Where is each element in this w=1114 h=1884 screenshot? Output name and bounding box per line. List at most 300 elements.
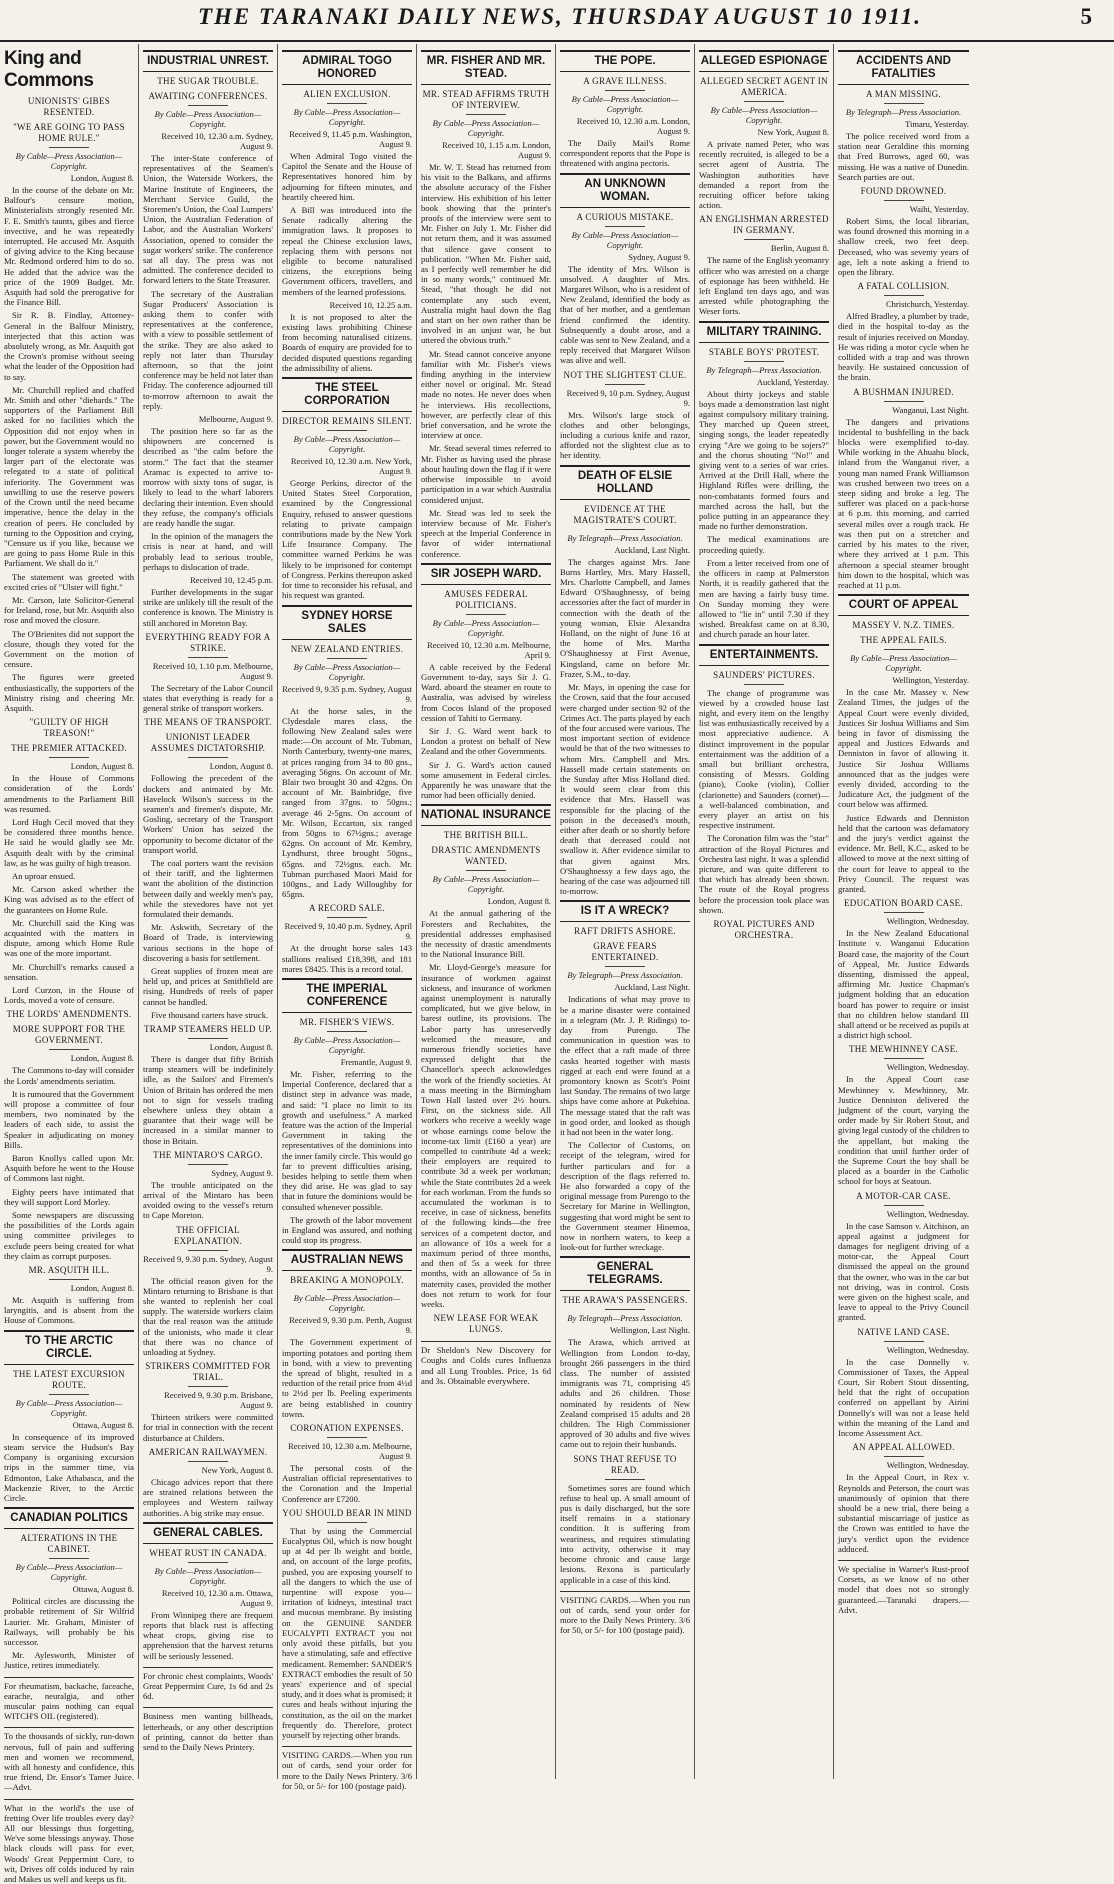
section-headline: AN UNKNOWN WOMAN.: [560, 173, 690, 208]
subheadline: STRIKERS COMMITTED FOR TRIAL.: [145, 1361, 271, 1383]
article-paragraph: A cable received by the Federal Government to-day, says Sir J. G. Ward. aboard the steamer en route to Australia, was advised by wireless from Cocos Island of the proposed cession of Tahiti to Germany.: [421, 661, 551, 723]
section-headline: SYDNEY HORSE SALES: [282, 605, 412, 640]
article-paragraph: In the Appeal Court case Mewhinney v. Mewhinney, Mr. Justice Denniston delivered the judgment of the court, varying the order made by Sir Robert Stout, and giving legal custody of the children to the appellant, but making the condition that until further order of the Supreme Court the boy shall be placed as a boarder in the Catholic school for boys at Seatoun.: [838, 1074, 969, 1187]
divider-rule: [327, 1289, 367, 1290]
article-paragraph: Sir J. G. Ward's action caused some amusement in Federal circles. Apparently he was unaware that the rumor had been officially denied.: [421, 759, 551, 801]
divider-rule: [327, 658, 367, 659]
dateline: Wellington, Yesterday.: [892, 675, 969, 686]
article-paragraph: In the opinion of the managers the crisis is near at hand, and will probably lead to serious trouble, perhaps to dislocation of trade.: [143, 531, 273, 572]
article-paragraph: Mr. Askwith, Secretary of the Board of Trade, is interviewing various sections in the hope of discovering a basis for settlement.: [143, 922, 273, 963]
dateline: Received 9, 9.30 p.m. Sydney, August 9.: [143, 1253, 273, 1274]
article-paragraph: Baron Knollys called upon Mr. Asquith before he went to the House of Commons last night.: [4, 1153, 134, 1184]
article-paragraph: In the case Samson v. Aitchison, an appeal against a judgment for damages for negligent driving of a motor-car, the Appeal Court dismissed the appeal on the ground that the owner, who was in the car but not driving, was in control. Costs were given on the highest scale, and leave to appeal to the Privy Council granted.: [838, 1220, 969, 1323]
article-paragraph: Mr. Lloyd-George's measure for insurance of workmen against sickness, and insurance of workmen against unemployment is naturally complicated, but we give below, in barest outline, its provisions. The Labor party has unreservedly welcomed the measure, and numerous friendly societies have expressed delight that the Chancellor's speech acknowledges the work of the friendly societies. At a mass meeting in the Birmingham Town Hall lasted over 2½ hours. First, on the sickness side. All workers who receive a weekly wage or whose earnings come below the income-tax limit (£160 a year) are compelled to contribute 4d a week; their employers are required to contribute 3d a week per workman; while the State contributes 2d a week for each workman. From the funds so accumulated the workman is to receive, in case of sickness, benefits of the following kinds—the free services of a competent doctor, and an allowance of 10s a week for a maximum period of three months, and then of 5s a week for three months, with an allowance of 5s in maternity cases, provided the mother does not return to work for four weeks.: [421, 962, 551, 1310]
dateline: Auckland, Last Night.: [614, 544, 690, 555]
dateline: Received 10, 12.30 a.m. Sydney, August 9.: [161, 131, 273, 151]
article-paragraph: From Winnipeg there are frequent reports that black rust is affecting wheat crops, giving rise to apprehension that the harvest returns will be seriously lessened.: [143, 1609, 273, 1661]
byline: By Cable—Press Association—Copyright.: [293, 434, 401, 455]
divider-rule: [49, 1394, 89, 1395]
subheadline: ROYAL PICTURES AND ORCHESTRA.: [713, 918, 815, 940]
subheadline: EVERYTHING READY FOR A STRIKE.: [145, 631, 271, 653]
dateline: Wellington, Wednesday.: [886, 1208, 969, 1219]
divider-rule: [188, 1562, 228, 1563]
section-headline: SIR JOSEPH WARD.: [421, 563, 551, 585]
article-paragraph: The identity of Mrs. Wilson is unsolved. A daughter of Mrs. Margaret Wilson, who is a resident of New Zealand, identified the body as that of her mother, and a gentleman friend confirmed the identity. Subsequently a doubt arose, and a cable was sent to New Zealand, and a reply received that Margaret Wilson was alive and well.: [560, 263, 690, 366]
article-paragraph: Alfred Bradley, a plumber by trade, died in the hospital to-day as the result of injuries received on Monday. He was riding a motor cycle when he collided with a trap and was thrown heavily. He sustained concussion of the brain.: [838, 311, 969, 383]
article-paragraph: Sir R. B. Findlay, Attorney-General in the Balfour Ministry, interjected that this action was absolutely wrong, as Mr. Asquith got the Crown's promise without seeing what the leader of the Opposition had to say.: [4, 310, 134, 382]
column-1: [0, 44, 139, 1884]
subheadline: A CURIOUS MISTAKE.: [576, 211, 674, 222]
section-headline: THE POPE.: [560, 50, 690, 72]
subheadline: WHEAT RUST IN CANADA.: [149, 1547, 267, 1558]
subheadline: UNIONISTS' GIBES RESENTED.: [27, 96, 111, 117]
lead-headline: King and Commons: [4, 48, 94, 91]
divider-rule: [884, 401, 924, 402]
byline: By Cable—Press Association—Copyright.: [154, 1565, 262, 1586]
dateline: Ottawa, August 8.: [72, 1419, 134, 1430]
subheadline: THE LATEST EXCURSION ROUTE.: [13, 1368, 125, 1390]
subheadline: CORONATION EXPENSES.: [290, 1423, 404, 1434]
article-paragraph: When Admiral Togo visited the Capitol the Senate and the House of Representatives honored him by adjourning for fifteen minutes, and heartily cheered him.: [282, 151, 412, 202]
article-paragraph: The Coronation film was the "star" attraction of the Royal Pictures and Orchestra last night. It was a splendid picture, and was quite different to that which has already been shown. The route of the Royal progress before the procession took place was shown.: [699, 833, 829, 915]
byline: By Cable—Press Association—Copyright.: [293, 1293, 401, 1314]
subheadline: GRAVE FEARS ENTERTAINED.: [591, 941, 659, 963]
subheadline: UNIONIST LEADER ASSUMES DICTATORSHIP.: [150, 732, 266, 754]
article-paragraph: The position here so far as the shipowners are concerned is described as "the calm before the storm." The fact that the steamer Aramac is expected to arrive to-morrow with sixty tons of sugar, is likely to lead to the wharf laborers declaring their intention. Even should they refuse, the company's officials are ready handle the sugar.: [143, 426, 273, 528]
article-paragraph: Thirteen strikers were committed for trial in connection with the recent disturbance at Childers.: [143, 1412, 273, 1443]
dateline: New York, August 8.: [757, 127, 829, 137]
subheadline: THE ARAWA'S PASSENGERS.: [562, 1295, 688, 1306]
divider-rule: [744, 361, 784, 362]
dateline: Received 9, 10.40 p.m. Sydney, April 9.: [284, 921, 412, 942]
subheadline: SONS THAT REFUSE TO READ.: [573, 1453, 677, 1475]
article-paragraph: Mr. Aylesworth, Minister of Justice, retires immediately.: [4, 1650, 134, 1671]
subheadline: A FATAL COLLISION.: [857, 281, 950, 292]
divider-rule: [188, 1386, 228, 1387]
article-paragraph: The Secretary of the Labor Council states that everything is ready for a general strike of transport workers.: [143, 682, 273, 714]
article-paragraph: At the drought horse sales 143 stallions realised £18,398, and 181 mares £8425. This is a record total.: [282, 943, 412, 974]
subheadline: THE MEWHINNEY CASE.: [848, 1044, 959, 1055]
dateline: Fremantle, August 9.: [340, 1056, 412, 1067]
section-headline: ENTERTAINMENTS.: [699, 644, 829, 666]
divider-rule: [188, 1038, 228, 1039]
divider-rule: [188, 757, 228, 758]
article-paragraph: George Perkins, director of the United States Steel Corporation, examined by the Congressional Enquiry, refused to answer questions relating to private campaign contributions made by the New York Life Insurance Company. The committee warned Perkins he was likely to be imprisoned for contempt of Congress. Perkins thereupon asked for time to reconsider his refusal, and his request was granted.: [282, 478, 412, 601]
dateline: New York, August 8.: [201, 1464, 273, 1475]
dateline: London, August 8.: [70, 761, 134, 772]
section-headline: TO THE ARCTIC CIRCLE.: [4, 1330, 134, 1365]
divider-rule: [884, 912, 924, 913]
byline: By Cable—Press Association—Copyright.: [432, 874, 540, 895]
article-paragraph: There is danger that fifty British tramp steamers will be indefinitely idle, as the Sailors' and Firemen's Union of Britain has ordered the men not to sign for vessels trading elsewhere unless they obtain a guarantee that their wage will be increased in a similar manner to those in Britain.: [143, 1054, 273, 1146]
divider-rule: [49, 1558, 89, 1559]
subheadline: NATIVE LAND CASE.: [857, 1326, 950, 1337]
divider-rule: [605, 226, 645, 227]
article-paragraph: Five thousand carters have struck.: [151, 1009, 269, 1020]
dateline: Wellington, Last Night.: [609, 1325, 690, 1336]
divider-rule: [884, 200, 924, 201]
subheadline: MR. STEAD AFFIRMS TRUTH OF INTERVIEW.: [422, 89, 550, 110]
article-paragraph: In the course of the debate on Mr. Balfour's censure motion, Ministerialists strongly resented Mr. F. E. Smith's taunts, gibes and fierce invective, and he was repeatedly interrupted. He accused Mr. Asquith of giving advice to the King because Mr. Redmond ordered him to do so. He added that the advice was the price of the 1909 Budget. Mr. Asquith had sold the prerogative for the Finance Bill.: [4, 185, 134, 308]
column-3: [278, 44, 417, 1791]
section-headline: INDUSTRIAL UNREST.: [143, 50, 273, 72]
byline: By Cable—Press Association—Copyright.: [15, 1562, 123, 1583]
article-paragraph: Lord Curzon, in the House of Lords, moved a vote of censure.: [4, 985, 134, 1006]
subheadline: MORE SUPPORT FOR THE GOVERNMENT.: [12, 1024, 126, 1046]
dateline: Received 10, 12.25 a.m.: [329, 299, 412, 310]
divider-rule: [605, 384, 645, 385]
byline: By Cable—Press Association—Copyright.: [571, 229, 679, 250]
article-paragraph: The Arawa, which arrived at Wellington from London to-day, brought 266 passengers in the third class. The number of assisted immigrants was 71, comprising 45 adults and 26 children. Those nominated by residents of New Zealand comprised 15 adults and 28 children. The High Commissioner approved of 30 adults and five wives came out to rejoin their husbands.: [560, 1337, 690, 1450]
article-paragraph: Mr. Stead was led to seek the interview because of Mr. Fisher's speech at the Imperial Conference in favor of wider international conference.: [421, 507, 551, 559]
article-paragraph: At the horse sales, in the Clydesdale mares class, the following New Zealand sales were made:—On account of Mr. Tubman, North Canterbury, twenty-one mares, at prices ranging from 34 to 80 gns., averaging 56gns. On account of Mr. Blair two brought 30 and 42gns. On account of Mr. Bainbridge, five ranged from 37gns. to 50gns.; average 46 2-5gns. On account of Mr. Wilson, Eccarton, six ranged from 50gns to 67½gns.; average 62gns. On account of Mr. Kembry, Lyndhurst, three brought 50gns., 65gns. and 72½gns. each. Mr. Tubman purchased Maori Maid for 100gns., and Lady Willoughby for 65gns.: [282, 705, 412, 900]
subheadline: THE LORDS' AMENDMENTS.: [6, 1009, 132, 1020]
article-paragraph: The Collector of Customs, on receipt of the telegram, wired for further particulars and for a description of the flags referred to. He also forwarded a copy of the original message from Purengo to the Secretary for Marine in Wellington, suggesting that word might be sent to the Government steamer Hinemoa, now in northern waters, to keep a look-out for further wreckage.: [560, 1140, 690, 1253]
subheadline: BREAKING A MONOPOLY.: [290, 1275, 404, 1286]
dateline: London, August 8.: [70, 173, 134, 183]
subheadline: AN APPEAL ALLOWED.: [852, 1442, 955, 1453]
article-paragraph: The Government experiment of importing potatoes and porting them in bond, with a view to preventing the spread of blight, resulted in a reduction of the retail price from 4½d to 2½d per lb. Peeling experiments are being established in country towns.: [282, 1337, 412, 1419]
dateline: Received 10, 12.45 p.m.: [190, 574, 273, 585]
dateline: Berlin, August 8.: [770, 243, 829, 254]
article-paragraph: The Commons to-day will consider the Lords' amendments seriatim.: [4, 1065, 134, 1086]
dateline: Received 9, 9.30 p.m. Perth, August 9.: [289, 1315, 412, 1336]
article-paragraph: Eighty peers have intimated that they will support Lord Morley.: [4, 1186, 134, 1207]
article-paragraph: Mr. Mays, in opening the case for the Crown, said that the four accused were charged under section 92 of the Crimes Act. The parts played by each of the four accused were various. The most important section of evidence would be that of the two witnesses to whom Mrs. Campbell and Mrs. Hassell made certain statements on the Sunday after Miss Holland died. It would seem clear from this evidence that Mrs. Hassell was responsible for the placing of the poison in the deceased's mouth, either after death or so shortly before death that deceased could not swallow it. After evidence similar to that given against Mrs. O'Shaughnessy a few days ago, the hearing of the case was adjourned till to-morrow.: [560, 682, 690, 897]
divider-rule: [327, 430, 367, 431]
byline: By Cable—Press Association—Copyright.: [293, 107, 401, 127]
section-headline: IS IT A WRECK?: [560, 900, 690, 922]
dateline: Received 9, 9.35 p.m. Sydney, August 9.: [282, 683, 412, 704]
divider-rule: [327, 1031, 367, 1032]
subheadline: AMERICAN RAILWAYMEN.: [148, 1446, 268, 1457]
article-paragraph: A Bill was introduced into the Senate radically altering the immigration laws. It proposes to repeal the Chinese exclusion laws, replacing them with persons not eligible to become naturalised citizens, the exceptions being Government officers, travellers, and members of the learned professions.: [282, 205, 412, 297]
section-headline: DEATH OF ELSIE HOLLAND: [560, 465, 690, 500]
article-paragraph: The charges against Mrs. Jane Burns Hartley, Mrs. Mary Hassell, Mrs. Charlotte Campbell, and James Edward O'Shaughnessy, of being accessories after the fact of murder in connection with the death of the young woman, Elsie Alexandra Holland, on the night of June 16 at the home of Mrs. Martha O'Shaughnessy at First Avenue, Kingsland, came on before Mr. Frazer, S.M., to-day.: [560, 556, 690, 679]
dateline: Sydney, August 9.: [211, 1167, 273, 1178]
subheadline: MASSEY V. N.Z. TIMES.: [852, 620, 955, 631]
dateline: Received 9, 10 p.m. Sydney, August 9.: [566, 387, 690, 408]
subheadline: THE BRITISH BILL.: [443, 830, 529, 841]
dateline: Received 10, 12.30 a.m. New York, August 9.: [290, 456, 412, 477]
divider-rule: [188, 1164, 228, 1165]
advertisement: We specialise in Warner's Rust-proof Corsets, as we know of no other model that does not so strongly guaranteed.—Taranaki drapers.—Advt.: [838, 1560, 969, 1615]
section-headline: THE STEEL CORPORATION: [282, 377, 412, 412]
article-paragraph: In the New Zealand Educational Institute v. Wanganui Education Board case, the majority of the Court of Appeal, Mr. Justice Edwards dissenting, dismissed the appeal, affirming Mr. Justice Chapman's judgment holding that an education board has power to require or insist that no children below standard III shall attend or be received as pupils at a district high school.: [838, 928, 970, 1041]
byline: By Telegraph—Press Association.: [567, 1313, 683, 1324]
divider-rule: [884, 1058, 924, 1059]
advertisement: To the thousands of sickly, run-down nervous, full of pain and suffering men and women we recommend, with all honesty and confidence, this true friend, Dr. Ensor's Tamer Juice.—Advt.: [4, 1727, 134, 1792]
dateline: Wellington, Wednesday.: [886, 916, 969, 927]
section-headline: COURT OF APPEAL: [838, 594, 969, 616]
dateline: Received 10, 1.15 a.m. London, August 9.: [442, 140, 551, 160]
article-paragraph: The medical examinations are proceeding quietly.: [699, 534, 829, 555]
section-headline: AUSTRALIAN NEWS: [282, 1249, 412, 1271]
byline: By Cable—Press Association—Copyright.: [432, 617, 540, 638]
masthead-title: THE TARANAKI DAILY NEWS, THURSDAY AUGUST 10 1911.: [197, 4, 922, 29]
subheadline: THE SUGAR TROUBLE.: [157, 76, 259, 86]
article-paragraph: The statement was greeted with excited cries of "Ulster will fight.": [4, 571, 134, 592]
advertisement: Dr Sheldon's New Discovery for Coughs and Colds cures Influenza and all Lung Troubles. Price, 1s 6d and 3s. Obtainable everywhere.: [421, 1341, 551, 1386]
dateline: Received 9, 11.45 p.m. Washington, August 9.: [289, 129, 412, 149]
article-paragraph: Mr. Asquith is suffering from laryngitis, and is absent from the House of Commons.: [4, 1295, 134, 1326]
byline: By Cable—Press Association—Copyright.: [154, 109, 262, 129]
dateline: Received 10, 12.30 a.m. London, August 9.: [576, 116, 690, 136]
divider-rule: [605, 1479, 645, 1480]
divider-rule: [49, 757, 89, 758]
article-paragraph: Mr. Churchill's remarks caused a sensation.: [4, 961, 134, 982]
byline: By Telegraph—Press Association.: [567, 532, 683, 543]
advertisement: For chronic chest complaints, Woods' Great Peppermint Cure, 1s 6d and 2s 6d.: [143, 1667, 273, 1702]
article-paragraph: Mr. Carson, late Solicitor-General for Ireland, rose, but Mr. Asquith also rose and moved the closure.: [4, 594, 134, 626]
subheadline: RAFT DRIFTS ASHORE.: [574, 926, 676, 937]
byline: By Cable—Press Association—Copyright.: [850, 653, 957, 674]
article-paragraph: Further developments in the sugar strike are unlikely till the result of the conference is known. The Ministry is still anchored in Moreton Bay.: [143, 586, 273, 628]
dateline: Sydney, August 9.: [628, 251, 690, 262]
subheadline: THE PREMIER ATTACKED.: [11, 743, 127, 754]
article-paragraph: The name of the English yeomanry officer who was arrested on a charge of espionage has been withheld. He left England ten days ago, and was arrested while photographing the Weser forts.: [699, 255, 829, 317]
article-paragraph: Mr. Churchill said the King was acquainted with the matters in dispute, among which Home Rule was one of the more important.: [4, 917, 134, 959]
section-headline: GENERAL TELEGRAMS.: [560, 1256, 690, 1291]
divider-rule: [884, 649, 924, 650]
subheadline: AMUSES FEDERAL POLITICIANS.: [444, 588, 528, 610]
article-paragraph: About thirty jockeys and stable boys made a demonstration last night against compulsory military training. They marched up Queen street, singing songs, the leader repeatedly crying "Are we going to be sojers?" and the chorus shouting "No!" and giving vent to a series of war cries. Arrived at the Drill Hall, where the Highland Rifles were drilling, the non-combatants formed fours and marched across the hall, but the police putting in an appearance they made no further demonstration.: [699, 388, 829, 532]
article-paragraph: An uproar ensued.: [12, 870, 76, 881]
advertisement: Business men wanting billheads, letterheads, or any other description of printing, cannot do better than send to the Daily News Printery.: [143, 1707, 273, 1752]
subheadline: NEW ZEALAND ENTRIES.: [290, 643, 404, 654]
divider-rule: [188, 105, 228, 106]
subheadline: EVIDENCE AT THE MAGISTRATE'S COURT.: [573, 503, 677, 525]
divider-rule: [884, 1341, 924, 1342]
advertisement: For rheumatism, backache, faceache, earache, neuralgia, and other muscular pains nothing can equal WITCH'S OIL (registered).: [4, 1677, 134, 1722]
column-4: [417, 44, 556, 1779]
dateline: London, August 8.: [70, 1283, 134, 1294]
subheadline: AWAITING CONFERENCES.: [148, 91, 268, 101]
article-paragraph: Lord Hugh Cecil moved that they be considered three months hence. He said he would gladly see Mr. Asquith dealt with by the criminal law, as he was guilty of high treason.: [4, 816, 134, 868]
divider-rule: [327, 103, 367, 104]
dateline: Received 9, 9.30 p.m. Brisbane, August 9.: [164, 1390, 273, 1411]
article-paragraph: The growth of the labor movement in England was assured, and nothing could stop its progress.: [282, 1214, 412, 1246]
subheadline: A GRAVE ILLNESS.: [583, 76, 667, 86]
subheadline: THE MINTARO'S CARGO.: [153, 1149, 263, 1160]
subheadline: YOU SHOULD BEAR IN MIND: [282, 1507, 412, 1518]
divider-rule: [884, 103, 924, 104]
divider-rule: [327, 917, 367, 918]
article-paragraph: In the Appeal Court, in Rex v. Reynolds and Peterson, the court was unanimously of opinion that there should be a new trial, there being a substantial miscarriage of justice as the Crown was entitled to have the jury's verdict upon the evidence adduced.: [838, 1472, 969, 1554]
divider-rule: [605, 966, 645, 967]
article-paragraph: Mr. Stead several times referred to Mr. Fisher as having used the phrase about hauling down the flag if it were otherwise impossible to avoid participation in a war which Australia considered unjust.: [421, 443, 551, 505]
advertisement: VISITING CARDS.—When you run out of cards, send your order for more to the Daily News Printery. 3/6 for 50, or 5/- for 100 (postage paid).: [282, 1746, 412, 1791]
byline: By Cable—Press Association—Copyright.: [293, 1034, 401, 1055]
column-2: [139, 44, 278, 1779]
divider-rule: [188, 1250, 228, 1251]
article-paragraph: The Daily Mail's Rome correspondent reports that the Pope is threatened with angina pectoris.: [560, 138, 690, 169]
section-headline: THE IMPERIAL CONFERENCE: [282, 978, 412, 1013]
byline: By Telegraph—Press Association.: [706, 364, 822, 375]
article-paragraph: The police received word from a station near Geraldine this morning that Fred Burrows, aged 60, was missing. He was a native of Dunedin. Search parties are out.: [838, 131, 969, 182]
article-paragraph: From a letter received from one of the officers in camp at Palmerston North, it is readily gathered that the men are having a fairly busy time. On Sunday morning they were allowed to "lie in" until 7.30 if they wished. Breakfast came on at 8.30, and church parade an hour later.: [699, 557, 829, 640]
dateline: Waihi, Yesterday.: [909, 204, 969, 215]
byline: By Cable—Press Association—Copyright.: [710, 105, 818, 125]
section-headline: ADMIRAL TOGO HONORED: [282, 50, 412, 85]
subheadline: SAUNDERS' PICTURES.: [713, 669, 815, 680]
subheadline: A BUSHMAN INJURED.: [853, 386, 954, 397]
dateline: Wellington, Wednesday.: [886, 1460, 969, 1471]
article-paragraph: In consequence of its improved steam service the Hudson's Bay Company is organising excursion trips in the summer time, via Edmonton, Lake Athabasca, and the Mackenzie River, to the Arctic Circle.: [4, 1431, 134, 1503]
article-paragraph: Mr. W. T. Stead has returned from his visit to the Balkans, and affirms the absolute accuracy of the Fisher interview. His exhibition of his letter book showing that the printer's proofs of the interview were sent to Mr. Fisher on July 1. Mr. Fisher did not return them, and it was assumed that silence gave consent to publication. "When Mr. Fisher said, as I perfectly well remember he did in so many words," continued Mr. Stead, "that though he did not contemplate any such event, Australia might haul down the flag and start on her own rather than be involved in an unjust war, he but uttered the obvious truth.": [421, 162, 551, 346]
byline: By Telegraph—Press Association.: [845, 107, 962, 117]
subheadline: MR. ASQUITH ILL.: [28, 1265, 110, 1276]
divider-rule: [466, 870, 506, 871]
article-paragraph: Great supplies of frozen meat are held up, and prices at Smithfield are rising. Hundreds of reels of paper cannot be handled.: [143, 966, 273, 1007]
subheadline: THE APPEAL FAILS.: [860, 635, 947, 646]
advertisement: VISITING CARDS.—When you run out of cards, send your order for more to the Daily News Printery. 3/6 for 50, or 5/- for 100 (postage paid).: [560, 1591, 690, 1636]
subheadline: FOUND DROWNED.: [860, 186, 947, 197]
section-headline: ALLEGED ESPIONAGE: [699, 50, 829, 72]
section-headline: MR. FISHER AND MR. STEAD.: [421, 50, 551, 85]
article-paragraph: Some newspapers are discussing the possibilities of the Lords again using committee privileges to exclude peers being created for what they claim as corrupt purposes.: [4, 1210, 134, 1261]
article-paragraph: In the case Donnelly v. Commissioner of Taxes, the Appeal Court, Sir Robert Stout dissenting, held that the right of occupation conferred on appellant by Airini Donnelly's will was not a lease held within the meaning of the Land and Income Assessment Act.: [838, 1356, 969, 1439]
dateline: London, August 8.: [487, 896, 551, 907]
subheadline: THE OFFICIAL EXPLANATION.: [173, 1224, 243, 1246]
divider-rule: [188, 1461, 228, 1462]
dateline: Auckland, Yesterday.: [756, 376, 829, 387]
subheadline: ALIEN EXCLUSION.: [303, 89, 391, 99]
divider-rule: [605, 1309, 645, 1310]
dateline: Received 10, 1.10 p.m. Melbourne, August 9.: [152, 660, 273, 681]
article-paragraph: The official reason given for the Mintaro returning to Brisbane is that she wanted to replenish her coal supply. The waterside workers claim that the real reason was the attitude of the unionists, who made it clear that there was no chance of unloading at Sydney.: [143, 1275, 273, 1358]
article-paragraph: A private named Peter, who was recently recruited, is alleged to be a secret agent of Austria. The Washington authorities have demanded a report from the recruiting officer before taking action.: [699, 139, 829, 211]
article-paragraph: Sir J. G. Ward went back to London a protest on behalf of New Zealand and the other Governments.: [421, 725, 551, 757]
divider-rule: [884, 295, 924, 296]
article-paragraph: In the House of Commons consideration of the Lords' amendments to the Parliament Bill was resumed.: [4, 773, 134, 814]
article-paragraph: The coal porters want the revision of their tariff, and the lightermen want the abolition of the distinction between daily and weekly men's pay, while the stevedores have not yet formulated their demands.: [143, 857, 273, 919]
byline: By Telegraph—Press Association.: [567, 970, 683, 981]
divider-rule: [327, 1522, 367, 1523]
divider-rule: [605, 529, 645, 530]
subheadline: NOT THE SLIGHTEST CLUE.: [563, 369, 687, 380]
dateline: Wanganui, Last Night.: [892, 404, 969, 415]
section-headline: CANADIAN POLITICS: [4, 1507, 134, 1529]
article-paragraph: That by using the Commercial Eucalyptus Oil, which is now bought up at 4d per lb weight and bottle, and, on account of the large profits, pushed, you are exposing yourself to all the dangers to which the use of turpentine will expose you—irritation of kidneys, intestinal tract and mucous membrane. By insisting on the GENUINE SANDER EUCALYPTI EXTRACT you not only avoid these pitfalls, but you have a stimulating, safe and effective medicament. Remember: SANDER'S EXTRACT embodies the result of 50 years' experience and of special study, and it does what is promised; it cures and heals without injuring the constitution, as the oil on the market frequently do. Therefore, protect yourself by rejecting other brands.: [282, 1525, 412, 1740]
article-paragraph: Sometimes sores are found which refuse to heal up. A small amount of pus is daily discharged, but the sore itself remains in a stationary condition. It is suffering from weariness, and requires stimulating into activity, otherwise it may become chronic and cause large lesions. Rexona is particularly applicable in a case of this kind.: [560, 1482, 690, 1585]
article-paragraph: Robert Sims, the local librarian, was found drowned this morning in a shallow creek, two feet deep. Deceased, who was seventy years of age, left a note asking a friend to open the library.: [838, 216, 969, 278]
article-paragraph: The figures were greeted enthusiastically, the supporters of the Ministry rising and cheering Mr. Asquith.: [4, 672, 134, 713]
column-7: [834, 44, 973, 1779]
dateline: Received 10, 12.30 a.m. Melbourne, April 9.: [427, 639, 551, 660]
dateline: Wellington, Wednesday.: [886, 1062, 969, 1073]
advertisement: What in the world's the use of fretting Over life troubles every day? All our blessings thus forgetting, We've some blessings anyway. Those black clouds will pass for ever, Woods' Great Peppermint Cure, to wit, Drives off colds induced by rain and Makes us well and keeps us fit.: [4, 1799, 134, 1884]
subheadline: MR. FISHER'S VIEWS.: [299, 1016, 395, 1027]
subheadline: A MOTOR-CAR CASE.: [856, 1190, 951, 1201]
subheadline: ALLEGED SECRET AGENT IN AMERICA.: [700, 76, 828, 97]
section-headline: MILITARY TRAINING.: [699, 321, 829, 343]
dateline: Wellington, Wednesday.: [886, 1344, 969, 1355]
article-paragraph: Following the precedent of the dockers and animated by Mr. Havelock Wilson's success in the seamen's and firemen's dispute, Mr. Gosling, secretary of the Transport Workers' Union has seized the opportunity to become dictator of the transport world.: [143, 773, 273, 855]
subheadline: DIRECTOR REMAINS SILENT.: [282, 416, 412, 427]
dateline: Auckland, Last Night.: [614, 982, 690, 993]
divider-rule: [49, 1279, 89, 1280]
byline: By Cable—Press Association—Copyright.: [15, 1397, 123, 1418]
section-headline: NATIONAL INSURANCE: [421, 804, 551, 826]
article-paragraph: The inter-State conference of representatives of the Seamen's Union, the Waterside Workers, the Marine Institute of Engineers, the Merchant Service Guild, the Storemen's Union, the Coal Lumpers' Union, the Australian Federation of Labor, and the Australian Workers' Association, opened to consider the sugar workers' strike. The conference sat all day. The press was not admitted. The conference decided to forward letters to the State Treasurer.: [143, 153, 273, 286]
column-6: [695, 44, 834, 1779]
divider-rule: [744, 239, 784, 240]
newspaper-columns: [0, 44, 1114, 1884]
dateline: Received 10, 12.30 a.m. Melbourne, August 9.: [288, 1441, 412, 1462]
article-paragraph: Mr. Stead cannot conceive anyone familiar with Mr. Fisher's views finding anything in the interview either novel or original. Mr. Stead made no notes. He never does when he interviews. His recollections, however, are perfectly clear of this brief conversation, and he wrote the interview at once.: [421, 348, 551, 441]
column-5: [556, 44, 695, 1779]
byline: By Cable—Press Association—Copyright.: [293, 661, 401, 682]
subheadline: ALTERATIONS IN THE CABINET.: [20, 1533, 118, 1555]
dateline: Christchurch, Yesterday.: [885, 299, 969, 310]
article-paragraph: In the case Mr. Massey v. New Zealand Times, the judges of the Appeal Court were evenly divided, Justices Sir Joshua Williams and Sim being in favor of dismissing the appeal and Justices Edwards and Denniston in favor of allowing it. Justice Sir Joshua Williams announced that as the judges were evenly divided, according to the Judicature Act, the judgment of the court below was affirmed.: [838, 687, 969, 810]
subheadline: A MAN MISSING.: [866, 89, 941, 99]
article-paragraph: Chicago advices report that there are strained relations between the employees and Western railway authorities. A big strike may ensue.: [143, 1476, 273, 1518]
divider-rule: [466, 114, 506, 115]
divider-rule: [744, 101, 784, 102]
dateline: London, August 8.: [209, 1042, 273, 1053]
divider-rule: [884, 1205, 924, 1206]
subheadline: STABLE BOYS' PROTEST.: [708, 346, 820, 357]
subheadline: AN ENGLISHMAN ARRESTED IN GERMANY.: [699, 214, 829, 236]
dateline: London, August 8.: [209, 761, 273, 772]
divider-rule: [49, 1049, 89, 1050]
page-number: 5: [1080, 4, 1092, 29]
dateline: Received 10, 12.30 a.m. Ottawa, August 9.: [161, 1587, 273, 1608]
article-paragraph: The secretary of the Australian Sugar Producers' Association is asking them to confer with representatives at the conference, with a view to possible settlement of the strike. They are also asked to reply not later than Thursday afternoon, so that the joint conference may be held not later than Friday. The conference adjourned till to-morrow afternoon to await the reply.: [143, 288, 273, 411]
divider-rule: [884, 1456, 924, 1457]
dateline: Ottawa, August 8.: [72, 1584, 134, 1595]
article-paragraph: The dangers and privations incidental to bushfelling in the back blocks were exemplified to-day. While working in the Ahuahu block, inland from the Wanganui river, a young man named Frank Williamson was crushed between two trees on a steep siding and broke a leg. The sufferer was placed on a pack-horse at 6 p.m. this morning, and carried several miles over a rough track. He was then put on a stretcher and carried by his mates to the river, where they arrived at 1 p.m. This afternoon a special steamer brought him down to the hospital, which was reached at 11 p.m.: [838, 416, 969, 590]
divider-rule: [605, 90, 645, 91]
byline: By Cable—Press Association—Copyright.: [15, 151, 123, 171]
divider-rule: [466, 614, 506, 615]
divider-rule: [327, 1437, 367, 1438]
subheadline: EDUCATION BOARD CASE.: [843, 898, 964, 909]
article-paragraph: Mr. Churchill replied and chaffed Mr. Smith and other "diehards." The supporters of the Parliament Bill asked for no facilities which the Opposition did not enjoy when in power, but the Government would no longer tolerate a system whereby the larger part of the electorate was relegated to a state of political inferiority. The Government was unwilling to use the reserve powers of the Crown until the need became imperative, hence the delay in the creation of peers. He concluded by turning to the Opposition and crying, "Censure us if you like, because we are going to pass Home Rule in this Parliament. We shall do it.": [4, 384, 134, 569]
byline: By Cable—Press Association—Copyright.: [571, 94, 679, 114]
byline: By Cable—Press Association—Copyright.: [432, 118, 540, 138]
section-headline: ACCIDENTS AND FATALITIES: [838, 50, 969, 85]
subheadline: "WE ARE GOING TO PASS HOME RULE.": [13, 122, 125, 143]
dateline: Timaru, Yesterday.: [905, 119, 969, 129]
subheadline: NEW LEASE FOR WEAK LUNGS.: [433, 1313, 539, 1335]
section-headline: GENERAL CABLES.: [143, 1522, 273, 1544]
article-paragraph: At the annual gathering of the Foresters and Rechabites, the presidential addresses emphasised the necessity of drastic amendments to the National Insurance Bill.: [421, 908, 551, 960]
subheadline: DRASTIC AMENDMENTS WANTED.: [431, 845, 541, 867]
article-paragraph: Mr. Carson asked whether the King was advised as to the effect of the guarantees on Home Rule.: [4, 884, 134, 915]
subheadline: A RECORD SALE.: [309, 903, 385, 914]
article-paragraph: The personal costs of the Australian official representatives to the Coronation and the Imperial Conference are £7200.: [282, 1463, 412, 1504]
dateline: London, August 8.: [70, 1053, 134, 1064]
article-paragraph: The O'Brienites did not support the closure, though they voted for the Government on the motion of censure.: [4, 628, 134, 670]
divider-rule: [188, 657, 228, 658]
dateline: Melbourne, August 9.: [198, 414, 273, 425]
subheadline: TRAMP STEAMERS HELD UP.: [143, 1024, 273, 1035]
article-paragraph: The change of programme was viewed by a crowded house last night, and every item on the lengthy list was enthusiastically received by a most appreciative audience. A distinct improvement in the popular entertainment was the addition of a small but brilliant orchestra, consisting of Messrs. Golding (piano), Cooke (violin), Collier (clarionette) and Saunders (cornet)—a well-balanced combination, and every player an artist on his respective instrument.: [699, 687, 829, 831]
article-paragraph: It is rumoured that the Government will propose a committee of four members, two nominated by the leaders of each side, to assist the Speaker in adjudicating on money Bills.: [4, 1088, 134, 1150]
article-paragraph: The trouble anticipated on the arrival of the Mintaro has been avoided owing to the vessel's return to Cape Moreton.: [143, 1179, 273, 1221]
article-paragraph: Political circles are discussing the probable retirement of Sir Wilfrid Laurier. Mr. Graham, Minister of Railways, will probably be his successor.: [4, 1596, 134, 1647]
subheadline: "GUILTY OF HIGH TREASON!": [29, 717, 109, 739]
article-paragraph: Mr. Fisher, referring to the Imperial Conference, declared that a distinct step in advance was made, and said: "I place no limit to its growth and usefulness." A marked feature was the action of the Imperial Government in taking the representatives of the dominions into the inner family circle. This would go far to prevent difficulties arising, besides helping to settle them when they did arise. He was glad to say that in future the dominions would be consulted whenever possible.: [282, 1068, 412, 1212]
divider-rule: [744, 684, 784, 685]
article-paragraph: Indications of what may prove to be a marine disaster were contained in a telegram (Mr. J. P. Ridings) to-day from Purengo. The communication in question was to the effect that a raft made of three casks hearted together with masts rigged at each end were found at a promontory known as Scott's Point last Sunday. The remains of two large ships have come ashore at Pukehina. The message stated that the raft was in good order, and looked as though it had not been in the water long.: [560, 994, 690, 1137]
subheadline: THE MEANS OF TRANSPORT.: [144, 717, 272, 728]
article-paragraph: It is not proposed to alter the existing laws prohibiting Chinese from becoming naturalised citizens. Boards of enquiry are provided for to decided disputed questions regarding the admissibility of aliens.: [282, 311, 412, 373]
divider-rule: [49, 147, 89, 148]
